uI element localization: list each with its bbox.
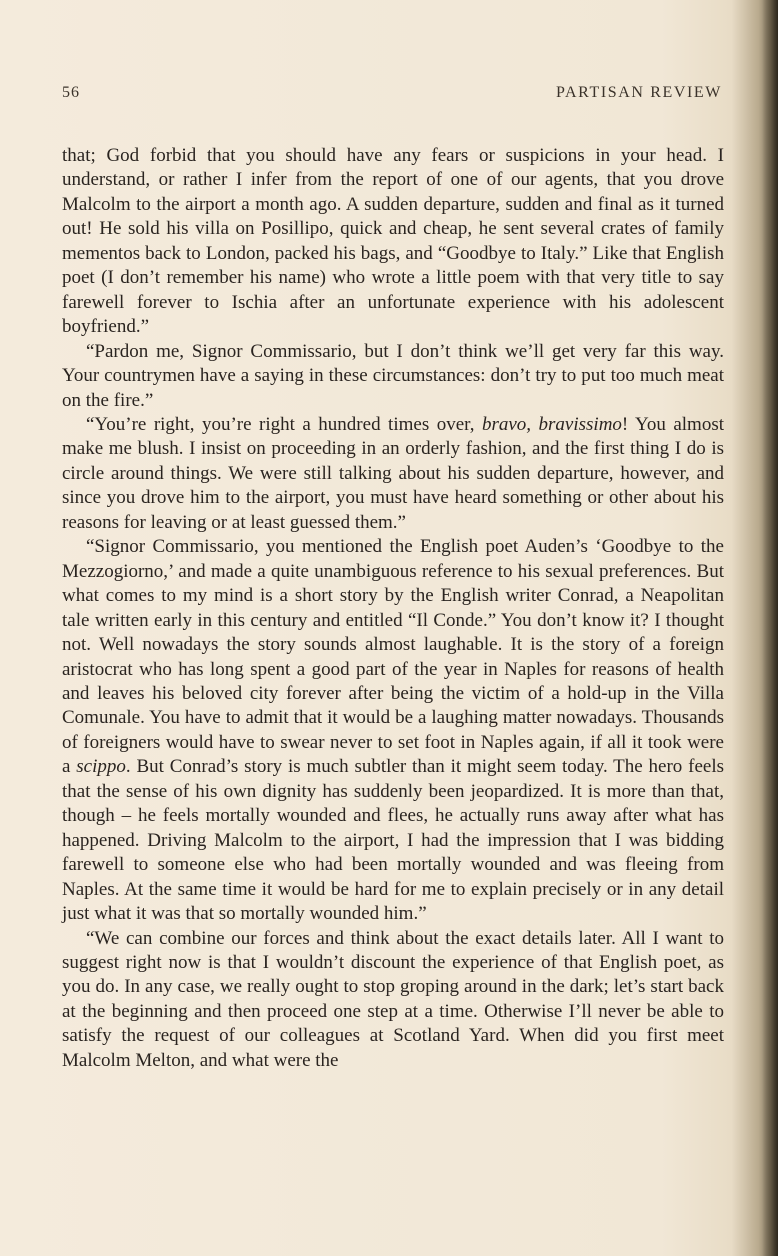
paragraph-text: “Signor Commissario, you mentioned the English poet Auden’s ‘Goodbye to the Mezzogiorno,’ and made a quite unambiguous reference to his sexual preferences. But what comes to my mind is a short story by the English writer Conrad, a Neapolitan tale written early in this century and entitled “Il Conde.” You don’t know it? I thought not. Well nowadays the story sounds almost laughable. It is the story of a foreign aristocrat who has long spent a good part of the year in Naples for reasons of health and leaves his beloved city forever after being the victim of a hold-up in the Villa Comunale. You have to admit that it would be a laughing matter nowadays. Thousands of foreigners would have to swear never to set foot in Naples again, if all it took were a xyxy=(62,536,724,778)
page-header xyxy=(62,84,722,106)
paragraph xyxy=(62,144,724,340)
paragraph-text: “Pardon me, Signor Commissario, but I don’t think we’ll get very far this way. Your countrymen have a saying in these circumstances: don’t try to put too much meat on the fire.” xyxy=(62,340,724,411)
paragraph-text: . But Conrad’s story is much subtler than it might seem today. The hero feels that the sense of his own dignity has suddenly been jeopardized. It is more than that, though – he feels mortally wounded and flees, he actually runs away after what has happened. Driving Malcolm to the airport, I had the impression that I was bidding farewell to someone else who had been mortally wounded and was fleeing from Naples. At the same time it would be hard for me to explain precisely or in any detail just what it was that so mortally wounded him.” xyxy=(62,756,724,925)
italic-phrase: bravo, bravissimo xyxy=(481,413,622,435)
book-spine-shadow xyxy=(762,0,778,1256)
paragraph-text: “You’re right, you’re right a hundred times over, xyxy=(86,413,482,435)
paragraph xyxy=(62,340,724,413)
paragraph xyxy=(62,413,724,535)
running-head: PARTISAN REVIEW xyxy=(555,84,722,101)
body-text xyxy=(62,144,724,1073)
paragraph xyxy=(62,535,724,926)
paragraph-text: “We can combine our forces and think about the exact details later. All I want to suggest right now is that I wouldn’t discount the experience of that English poet, as you do. In any case, we really ought to stop groping around in the dark; let’s start back at the beginning and then proceed one step at a time. Otherwise I’ll never be able to satisfy the request of our colleagues at Scotland Yard. When did you first meet Malcolm Melton, and what were the xyxy=(62,927,724,1071)
paragraph xyxy=(62,927,724,1074)
italic-word: scippo xyxy=(76,756,126,778)
page-number: 56 xyxy=(62,84,80,101)
paragraph-text: that; God forbid that you should have any fears or suspicions in your head. I understand, or rather I infer from the report of one of our agents, that you drove Malcolm to the airport a month ago. A sudden departure, sudden and final as it turned out! He sold his villa on Posillipo, quick and cheap, he sent several crates of family mementos back to London, packed his bags, and “Goodbye to Italy.” Like that English poet (I don’t remember his name) who wrote a little poem with that very title to say farewell forever to Ischia after an unfortunate experience with his adolescent boyfriend.” xyxy=(62,145,724,338)
paragraph-text: ! You almost make me blush. I insist on proceeding in an orderly fashion, and the first thing I do is circle around things. We were still talking about his sudden departure, however, and since you drove him to the airport, you must have heard something or other about his reasons for leaving or at least guessed them.” xyxy=(62,413,724,533)
